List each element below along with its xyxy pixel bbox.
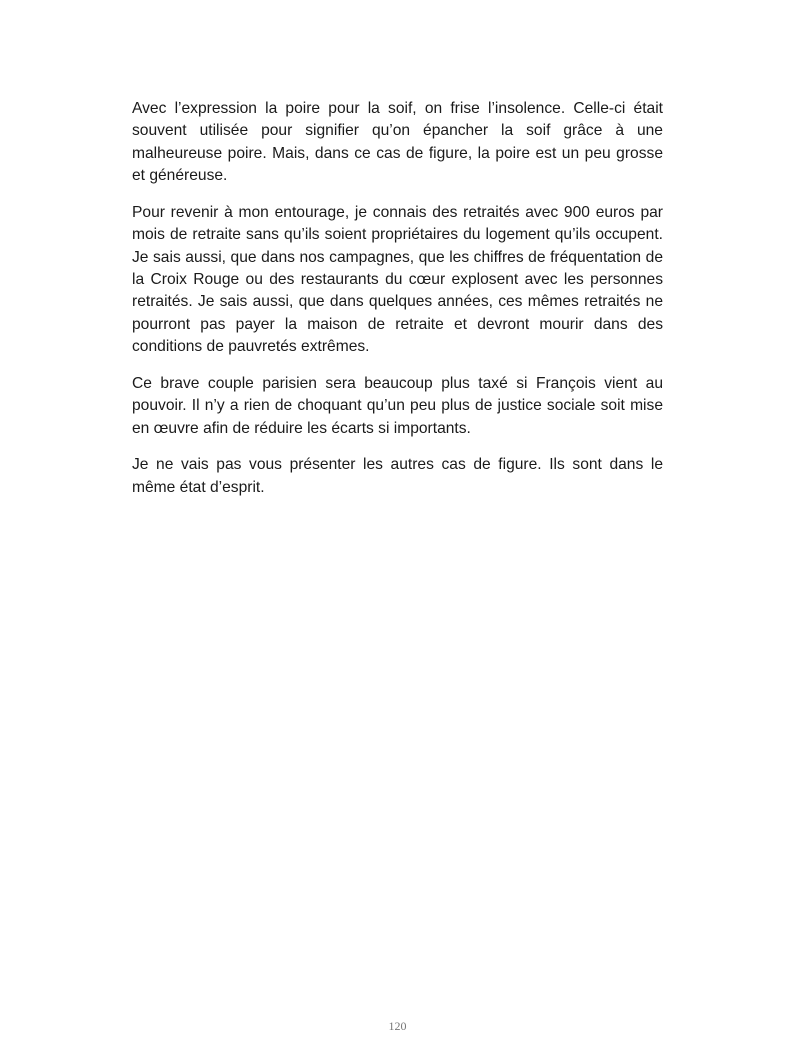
paragraph-autres-cas: Je ne vais pas vous présenter les autres cas de figure. Ils sont dans le même état d’esprit. [132,456,663,496]
body-text [132,98,663,513]
page-number: 120 [388,1019,407,1033]
paragraph-entourage: Pour revenir à mon entourage, je connais des retraités avec 900 euros par mois de retraite sans qu’ils soient propriétaires du logement qu’ils occupent. Je sais aussi, que dans nos campagnes, que les chiffres de fréquentation de la Croix Rouge ou des restaurants du cœur explosent avec les personnes retraités. Je sais aussi, que dans quelques années, ces mêmes retraités ne pourront pas payer la maison de retraite et devront mourir dans des conditions de pauvretés extrêmes. [132,203,663,356]
paragraph-poire: Avec l’expression la poire pour la soif, on frise l’insolence. Celle-ci était souvent utilisée pour signifier qu’on épancher la soif grâce à une malheureuse poire. Mais, dans ce cas de figure, la poire est un peu grosse et généreuse. [132,100,663,185]
paragraph-couple-parisien: Ce brave couple parisien sera beaucoup plus taxé si François vient au pouvoir. Il n’y a rien de choquant qu’un peu plus de justice sociale soit mise en œuvre afin de réduire les écarts si importants. [132,374,663,437]
